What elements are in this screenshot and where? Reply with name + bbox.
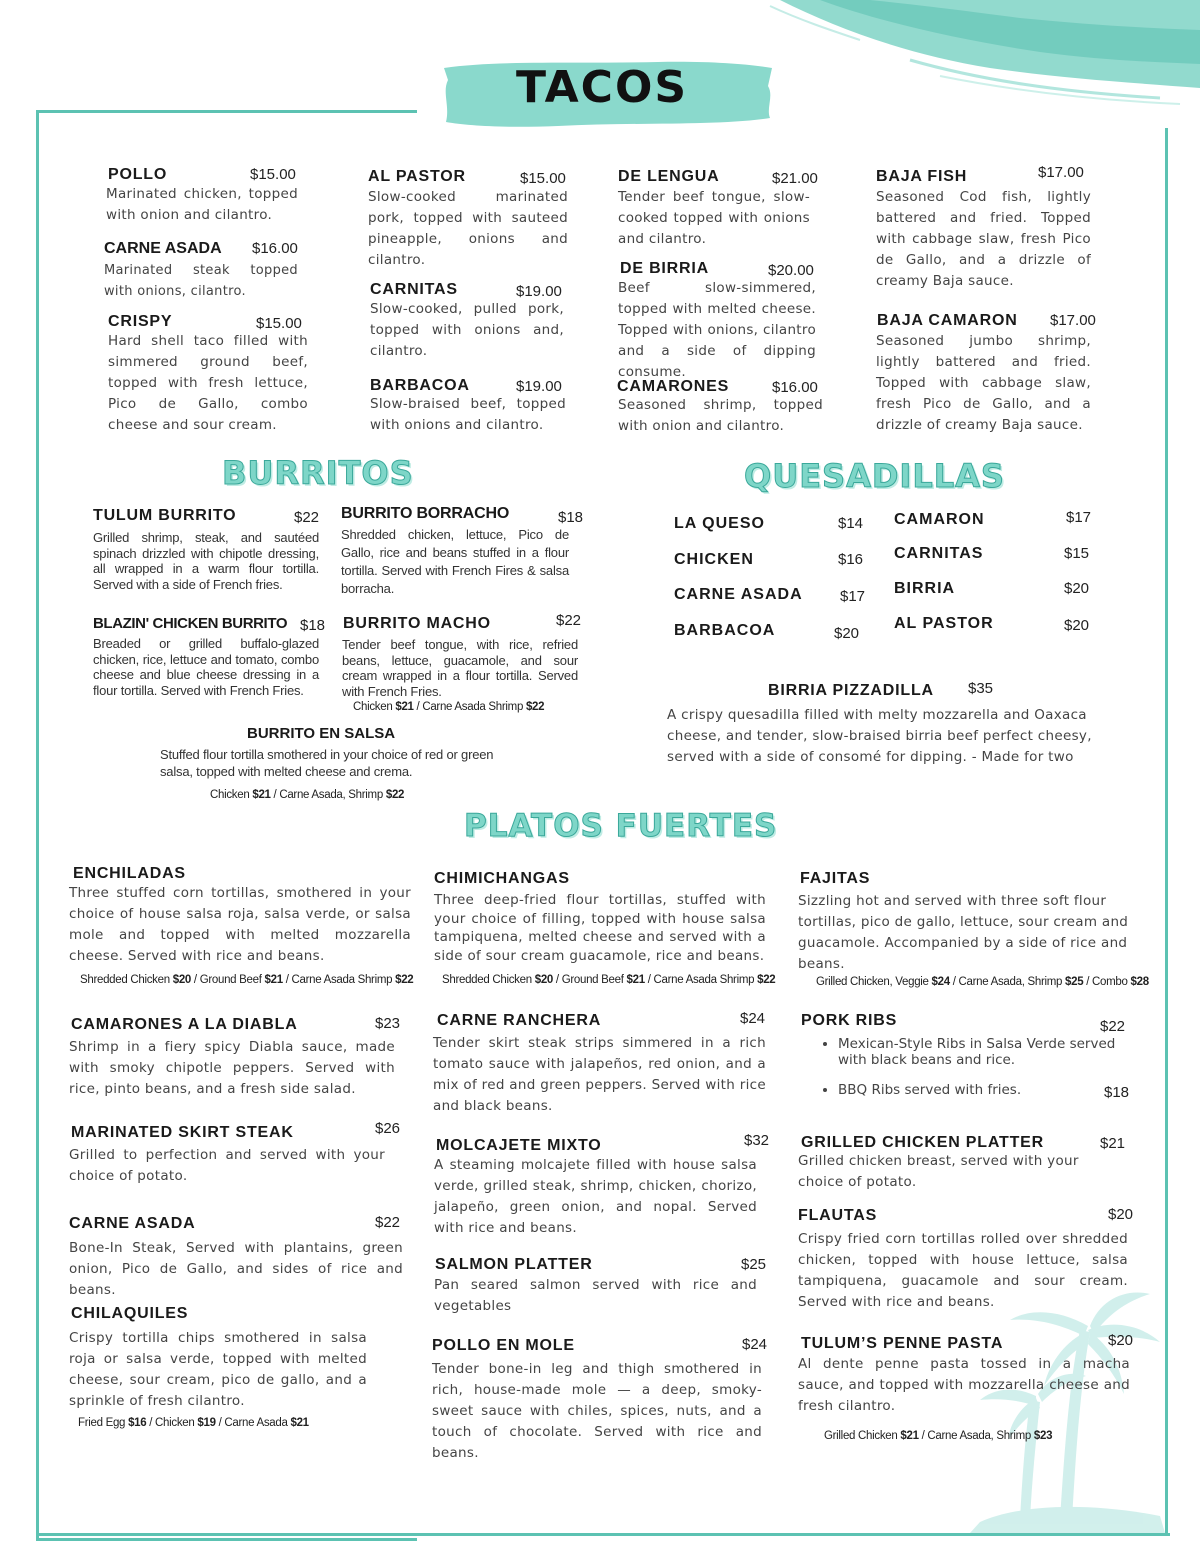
plato-pork-ribs-price-bbq: $18 [1104,1084,1130,1101]
quesadilla-al-pastor-name: AL PASTOR [894,615,994,632]
pork-ribs-option-verde: • Mexican-Style Ribs in Salsa Verde served with black beans and rice. [838,1036,1148,1068]
burritos-title: BURRITOS [222,454,414,492]
plato-carne-ranchera-desc: Tender skirt steak strips simmered in a rich tomato sauce with jalapeños, red onion, and a mix of red and green peppers. Served with rice and black beans. [433,1035,766,1114]
burrito-macho-name: BURRITO MACHO [343,615,491,632]
plato-grilled-chicken-name: GRILLED CHICKEN PLATTER [801,1134,1044,1151]
taco-camarones-name: CAMARONES [617,378,730,395]
plato-penne-desc: Al dente penne pasta tossed in a macha sauce, and topped with mozzarella cheese and fresh cilantro. [798,1356,1130,1414]
taco-pollo-name: POLLO [108,166,168,183]
quesadilla-la-queso-price: $14 [838,515,864,532]
taco-baja-fish-name: BAJA FISH [876,168,968,185]
brush-stroke-decoration [760,0,1200,110]
plato-chilaquiles-desc: Crispy tortilla chips smothered in salsa roja or salsa verde, topped with melted cheese, sour cream, pico de gallo, and a sprinkle of fresh cilantro. [69,1330,367,1409]
menu-frame-left [36,110,417,1541]
pizzadilla-name: BIRRIA PIZZADILLA [768,682,934,699]
taco-carne-asada-price: $16.00 [252,240,298,257]
plato-fajitas-options: Grilled Chicken, Veggie $24 / Carne Asada, Shrimp $25 / Combo $28 [816,976,1149,988]
plato-molcajete-name: MOLCAJETE MIXTO [436,1137,602,1154]
taco-al-pastor-desc: Slow-cooked marinated pork, topped with sauteed pineapple, onions and cilantro. [368,189,568,268]
plato-pork-ribs-price: $22 [1100,1018,1126,1035]
burrito-macho-desc: Tender beef tongue, with rice, refried beans, lettuce, guacamole, and sour cream wrapped in a flour tortilla. Served with French Fries. [342,637,578,699]
quesadilla-barbacoa-name: BARBACOA [674,622,776,639]
plato-chilaquiles-options: Fried Egg $16 / Chicken $19 / Carne Asada $21 [78,1417,309,1429]
quesadillas-title: QUESADILLAS [744,457,1005,495]
quesadilla-chicken-name: CHICKEN [674,551,754,568]
plato-grilled-chicken-price: $21 [1100,1135,1126,1152]
taco-al-pastor-name: AL PASTOR [368,168,466,185]
plato-molcajete-price: $32 [744,1132,770,1149]
taco-barbacoa-desc: Slow-braised beef, topped with onions and cilantro. [370,396,566,433]
burrito-blazin-name: BLAZIN' CHICKEN BURRITO [93,615,288,632]
taco-de-lengua-desc: Tender beef tongue, slow-cooked topped with onions and cilantro. [618,189,810,247]
taco-de-lengua-price: $21.00 [772,170,818,187]
plato-camarones-diabla-price: $23 [375,1015,401,1032]
plato-skirt-steak-desc: Grilled to perfection and served with your choice of potato. [69,1147,385,1184]
plato-pollo-mole-name: POLLO EN MOLE [432,1337,575,1354]
burrito-en-salsa-desc: Stuffed flour tortilla smothered in your choice of red or green salsa, topped with melted cheese and crema. [160,747,494,779]
plato-enchiladas-desc: Three stuffed corn tortillas, smothered in your choice of house salsa roja, salsa verde, or salsa mole and topped with melted mozzarella cheese. Served with rice and beans. [69,885,411,964]
tacos-title: TACOS [516,62,689,113]
taco-barbacoa-price: $19.00 [516,378,562,395]
taco-baja-fish-price: $17.00 [1038,164,1084,181]
burrito-macho-price: $22 [556,612,582,629]
plato-skirt-steak-price: $26 [375,1120,401,1137]
plato-grilled-chicken-desc: Grilled chicken breast, served with your choice of potato. [798,1153,1079,1190]
plato-carne-asada-name: CARNE ASADA [69,1215,196,1232]
plato-pollo-mole-price: $24 [742,1336,768,1353]
plato-carne-asada-price: $22 [375,1214,401,1231]
taco-pollo-price: $15.00 [250,166,296,183]
taco-baja-fish-desc: Seasoned Cod fish, lightly battered and fried. Topped with cabbage slaw, fresh Pico de Gallo, and a drizzle of creamy Baja sauce. [876,189,1091,289]
burrito-tulum-price: $22 [294,509,320,526]
plato-flautas-price: $20 [1108,1206,1134,1223]
plato-enchiladas-name: ENCHILADAS [73,865,186,882]
burrito-blazin-price: $18 [300,617,326,634]
burrito-blazin-desc: Breaded or grilled buffalo-glazed chicken, rice, lettuce and tomato, combo cheese and blue cheese dressing in a flour tortilla. Served with French Fries. [93,636,319,698]
plato-flautas-name: FLAUTAS [798,1207,878,1224]
plato-fajitas-desc: Sizzling hot and served with three soft flour tortillas, pico de gallo, lettuce, sour cream and guacamole. Accompanied by a side of rice and beans. [798,893,1129,972]
taco-carnitas-price: $19.00 [516,283,562,300]
plato-chilaquiles-name: CHILAQUILES [71,1305,189,1322]
plato-salmon-price: $25 [741,1256,767,1273]
quesadilla-birria-price: $20 [1064,580,1090,597]
quesadilla-camaron-name: CAMARON [894,511,985,528]
plato-carne-ranchera-price: $24 [740,1010,766,1027]
taco-de-lengua-name: DE LENGUA [618,168,720,185]
plato-penne-price: $20 [1108,1332,1134,1349]
plato-pollo-mole-desc: Tender bone-in leg and thigh smothered in rich, house-made mole — a deep, smoky-sweet sauce with chiles, spices, nuts, and a touch of chocolate. Served with rice and beans. [432,1361,762,1461]
plato-carne-asada-desc: Bone-In Steak, Served with plantains, green onion, Pico de Gallo, and sides of rice and beans. [69,1240,403,1298]
taco-crispy-desc: Hard shell taco filled with simmered ground beef, topped with fresh lettuce, Pico de Gallo, combo cheese and sour cream. [108,333,308,433]
burrito-en-salsa-options: Chicken $21 / Carne Asada, Shrimp $22 [210,789,405,801]
taco-de-birria-price: $20.00 [768,262,814,279]
pork-ribs-option-bbq: • BBQ Ribs served with fries. [838,1082,1148,1098]
plato-pork-ribs-name: PORK RIBS [801,1012,898,1029]
taco-baja-camaron-desc: Seasoned jumbo shrimp, lightly battered and fried. Topped with cabbage slaw, fresh Pico de Gallo, and a drizzle of creamy Baja sauce. [876,333,1091,433]
taco-baja-camaron-name: BAJA CAMARON [877,312,1018,329]
plato-chimichangas-options: Shredded Chicken $20 / Ground Beef $21 / Carne Asada Shrimp $22 [442,974,776,986]
plato-chimichangas-desc: Three deep-fried flour tortillas, stuffed with your choice of filling, topped with house salsa tampiquena, melted cheese and served with a side of sour cream guacamole, rice and beans. [434,892,766,964]
plato-penne-options: Grilled Chicken $21 / Carne Asada, Shrimp $23 [824,1430,1053,1442]
taco-carnitas-name: CARNITAS [370,281,458,298]
taco-pollo-desc: Marinated chicken, topped with onion and cilantro. [106,186,298,223]
quesadilla-carnitas-price: $15 [1064,545,1090,562]
burrito-borracho-price: $18 [558,509,584,526]
plato-chimichangas-name: CHIMICHANGAS [434,870,570,887]
quesadilla-camaron-price: $17 [1066,509,1092,526]
plato-salmon-desc: Pan seared salmon served with rice and vegetables [434,1277,757,1314]
plato-penne-name: TULUM’S PENNE PASTA [801,1335,1004,1352]
burrito-borracho-name: BURRITO BORRACHO [341,505,510,522]
taco-carne-asada-name: CARNE ASADA [104,240,222,257]
plato-camarones-diabla-desc: Shrimp in a fiery spicy Diabla sauce, made with smoky chipotle peppers. Served with rice, pinto beans, and a fresh side salad. [69,1039,395,1097]
taco-barbacoa-name: BARBACOA [370,377,470,394]
quesadilla-la-queso-name: LA QUESO [674,515,765,532]
platos-fuertes-title: PLATOS FUERTES [464,808,778,844]
plato-pork-ribs-list [822,1036,1148,1112]
burrito-en-salsa-name: BURRITO EN SALSA [247,725,396,742]
plato-salmon-name: SALMON PLATTER [435,1256,593,1273]
taco-de-birria-name: DE BIRRIA [620,260,709,277]
burrito-borracho-desc: Shredded chicken, lettuce, Pico de Gallo, rice and beans stuffed in a flour tortilla. Served with French Fires & salsa borracha. [341,527,569,596]
plato-carne-ranchera-name: CARNE RANCHERA [437,1012,602,1029]
quesadilla-carnitas-name: CARNITAS [894,545,984,562]
menu-frame-right [1165,128,1168,1536]
quesadilla-carne-asada-name: CARNE ASADA [674,586,803,603]
burrito-macho-options: Chicken $21 / Carne Asada Shrimp $22 [353,701,545,713]
taco-de-birria-desc: Beef slow-simmered, topped with melted cheese. Topped with onions, cilantro and a side of dipping consume. [618,280,816,380]
pizzadilla-desc: A crispy quesadilla filled with melty mozzarella and Oaxaca cheese, and tender, slow-braised birria beef perfect cheesy, served with a side of consomé for dipping. - Made for two [667,707,1092,765]
plato-fajitas-name: FAJITAS [800,870,871,887]
plato-skirt-steak-name: MARINATED SKIRT STEAK [71,1124,294,1141]
plato-enchiladas-options: Shredded Chicken $20 / Ground Beef $21 / Carne Asada Shrimp $22 [80,974,414,986]
burrito-tulum-desc: Grilled shrimp, steak, and sautéed spinach drizzled with chipotle dressing, all wrapped in a warm flour tortilla. Served with a side of French fries. [93,530,319,592]
taco-crispy-price: $15.00 [256,315,302,332]
pizzadilla-price: $35 [968,680,994,697]
burrito-tulum-name: TULUM BURRITO [93,507,237,524]
quesadilla-birria-name: BIRRIA [894,580,956,597]
plato-flautas-desc: Crispy fried corn tortillas rolled over shredded chicken, topped with house lettuce, salsa tampiquena, guacamole and sour cream. Served with rice and beans. [798,1231,1128,1310]
quesadilla-al-pastor-price: $20 [1064,617,1090,634]
quesadilla-barbacoa-price: $20 [834,625,860,642]
quesadilla-chicken-price: $16 [838,551,864,568]
taco-carnitas-desc: Slow-cooked, pulled pork, topped with onions and, cilantro. [370,301,564,359]
taco-baja-camaron-price: $17.00 [1050,312,1096,329]
quesadilla-carne-asada-price: $17 [840,588,866,605]
taco-camarones-desc: Seasoned shrimp, topped with onion and cilantro. [618,397,823,434]
taco-al-pastor-price: $15.00 [520,170,566,187]
taco-camarones-price: $16.00 [772,379,818,396]
plato-molcajete-desc: A steaming molcajete filled with house salsa verde, grilled steak, shrimp, chicken, chorizo, jalapeño, green onion, and nopal. Served with rice and beans. [434,1157,757,1236]
taco-carne-asada-desc: Marinated steak topped with onions, cilantro. [104,263,298,299]
plato-camarones-diabla-name: CAMARONES A LA DIABLA [71,1016,298,1033]
taco-crispy-name: CRISPY [108,313,173,330]
menu-frame-bottom [36,1533,1170,1536]
